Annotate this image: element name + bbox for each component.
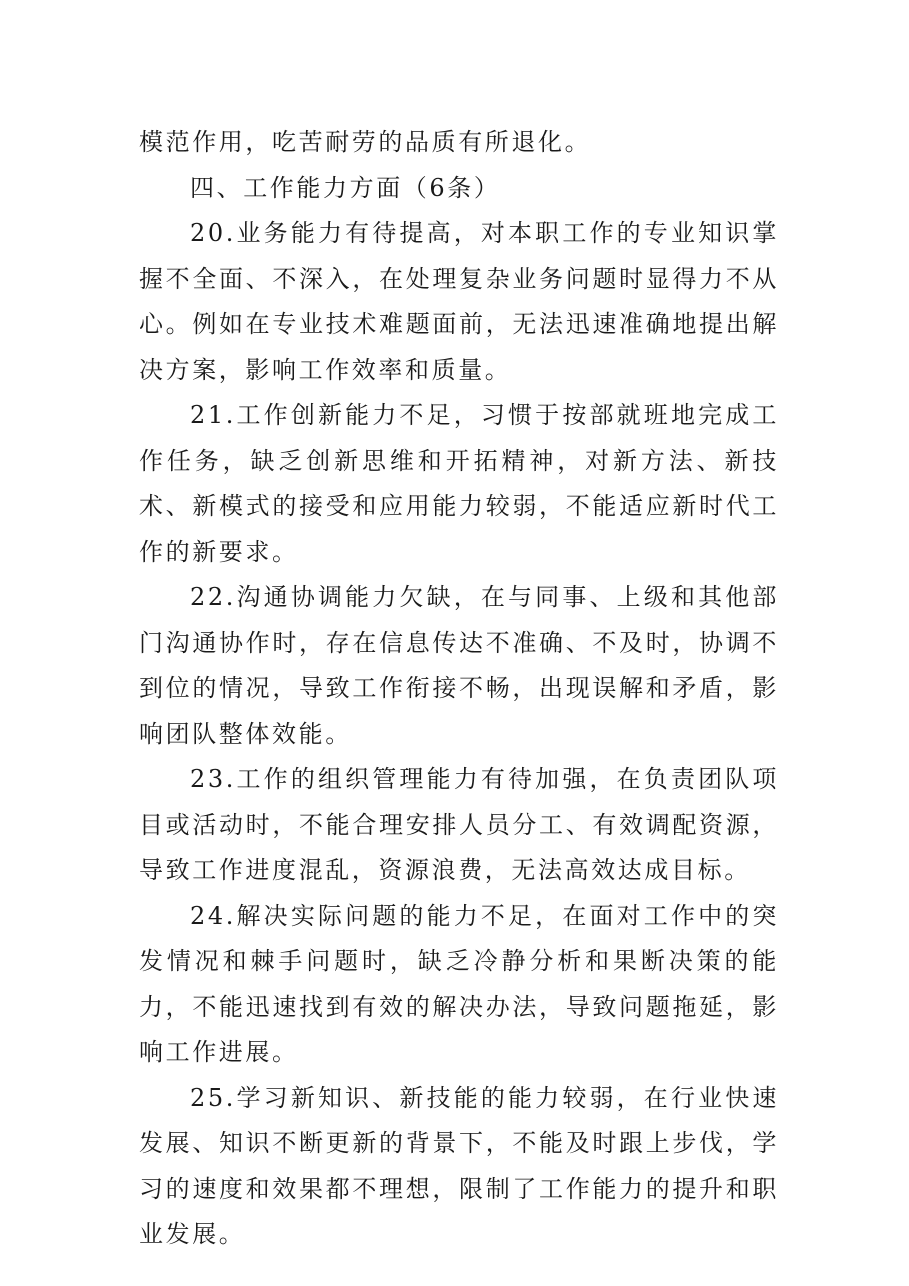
section-heading: 四、工作能力方面（6条）: [190, 173, 501, 202]
list-item-23: 23.工作的组织管理能力有待加强，在负责团队项目或活动时，不能合理安排人员分工、有效调配资源，导致工作进度混乱，资源浪费，无法高效达成目标。: [139, 765, 779, 884]
list-item-20: 20.业务能力有待提高，对本职工作的专业知识掌握不全面、不深入，在处理复杂业务问题时显得力不从心。例如在专业技术难题面前，无法迅速准确地提出解决方案，影响工作效率和质量。: [139, 219, 779, 384]
list-item-25: 25.学习新知识、新技能的能力较弱，在行业快速发展、知识不断更新的背景下，不能及时跟上步伐，学习的速度和效果都不理想，限制了工作能力的提升和职业发展。: [139, 1083, 779, 1248]
list-item-24: 24.解决实际问题的能力不足，在面对工作中的突发情况和棘手问题时，缺乏冷静分析和果断决策的能力，不能迅速找到有效的解决办法，导致问题拖延，影响工作进展。: [139, 901, 779, 1066]
document-body: [139, 120, 779, 1258]
continuation-paragraph: 模范作用，吃苦耐劳的品质有所退化。: [139, 128, 592, 156]
list-item-21: 21.工作创新能力不足，习惯于按部就班地完成工作任务，缺乏创新思维和开拓精神，对新方法、新技术、新模式的接受和应用能力较弱，不能适应新时代工作的新要求。: [139, 401, 779, 566]
list-item-22: 22.沟通协调能力欠缺，在与同事、上级和其他部门沟通协作时，存在信息传达不准确、不及时，协调不到位的情况，导致工作衔接不畅，出现误解和矛盾，影响团队整体效能。: [139, 583, 779, 748]
